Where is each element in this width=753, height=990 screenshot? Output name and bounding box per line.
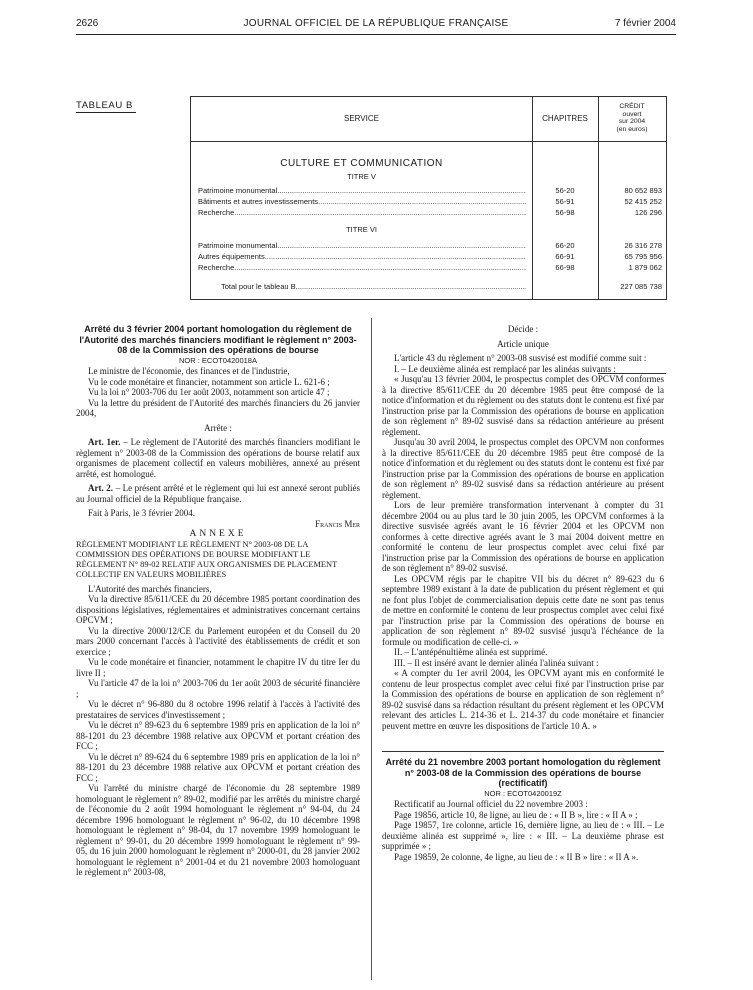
header-service: SERVICE xyxy=(344,114,379,123)
fait-a-paris: Fait à Paris, le 3 février 2004. xyxy=(88,508,195,518)
right-column xyxy=(382,324,664,862)
paragraph: L'article 43 du règlement n° 2003-08 susvisé est modifié comme suit : xyxy=(394,353,647,363)
paragraph: Page 19856, article 10, 8e ligne, au lieu de : « II B », lire : « II A » ; xyxy=(394,809,638,820)
paragraph: Vu la directive 2000/12/CE du Parlement européen et du Conseil du 20 mars 2000 concernant l'accès à l'activité des établissements de crédit et son exercice ; xyxy=(76,625,360,657)
section-title: CULTURE ET COMMUNICATION xyxy=(280,158,443,169)
paragraph: Vu le code monétaire et financier, notamment le chapitre IV du titre Ier du livre II ; xyxy=(76,657,360,678)
paragraph: Les OPCVM régis par le chapitre VII bis du décret n° 89-623 du 6 septembre 1989 existant à la date de publication du présent règlement et qui ne font plus l'objet de commercialisation depuis cette date ne sont pas tenus de mettre en conformité le contenu de leur prospectus complet avec celui fixé par l'instruction prise par la Commission des opérations de bourse en application de son règlement n° 89-02 susvisé jusqu'à l'échéance de la formule ou modification de celle-ci. » xyxy=(382,573,664,647)
table-row: Recherche ..... 56-98 126 296 xyxy=(191,208,666,219)
paragraph: II. – L'antépénultième alinéa est supprimé. xyxy=(394,647,548,657)
header-rule xyxy=(76,34,676,35)
paragraph: Vu le décret n° 89-624 du 6 septembre 1989 pris en application de la loi n° 88-1201 du 23 décembre 1988 relative aux OPCVM et portant création des FCC ; xyxy=(76,751,360,783)
paragraph: Vu la directive 85/611/CEE du 20 décembre 1985 portant coordination des dispositions législatives, réglementaires et administratives concernant certains OPCVM ; xyxy=(76,594,360,625)
titre-v: TITRE V xyxy=(347,172,376,181)
paragraph: Vu le décret n° 96-880 du 8 octobre 1996 relatif à l'accès à l'activité des prestataires de services d'investissement ; xyxy=(76,699,360,720)
paragraph: « A compter du 1er avril 2004, les OPCVM ayant mis en conformité le contenu de leur prospectus complet avec celui fixé par l'instruction prise par la Commission des opérations de bourse en application de son règlement n° 89-02 susvisé dans sa rédaction résultant du présent règlement et les OPCVM relevant des articles L. 214-36 et L. 214-37 du code monétaire et financier peuvent mettre en œuvre les dispositions de l'article 10 A. » xyxy=(382,668,664,731)
section-rule xyxy=(382,751,664,752)
article-unique: Article unique xyxy=(497,338,549,349)
regulation-title: RÈGLEMENT MODIFIANT LE RÈGLEMENT N° 2003-08 DE LA COMMISSION DES OPÉRATIONS DE BOURSE MODIFIANT LE RÈGLEMENT N° 89-02 RELATIF AUX ORGANISMES DE PLACEMENT COLLECTIF EN VALEURS MOBILIÈRES xyxy=(76,539,338,579)
page-number: 2626 xyxy=(76,18,99,29)
paragraph: Lors de leur première transformation intervenant à compter du 31 décembre 2004 ou au plus tard le 30 juin 2005, les OPCVM conformes à la directive susvisée agréés avant le 16 février 2004 et les OPCVM non conformes à cette directive agréés avant le 3 mai 2004 doivent mettre en conformité le contenu de leur prospectus complet avec celui fixé par l'instruction prise par la Commission des opérations de bourse en application de son règlement n° 89-02 susvisé. xyxy=(382,500,664,573)
page-header xyxy=(76,18,676,32)
annexe-heading: ANNEXE xyxy=(189,529,247,539)
paragraph: Page 19857, 1re colonne, article 16, dernière ligne, au lieu de : « III. – Le deuxième alinéa est supprimé », lire : « III. – La deuxième phrase est supprimée » ; xyxy=(382,820,664,851)
issue-date: 7 février 2004 xyxy=(614,18,676,29)
paragraph: Vu la loi n° 2003-706 du 1er août 2003, notamment son article 47 ; xyxy=(88,387,330,397)
paragraph: Vu l'article 47 de la loi n° 2003-706 du 1er août 2003 de sécurité financière ; xyxy=(76,678,360,699)
article-1: Art. 1er. – Le règlement de l'Autorité des marchés financiers modifiant le règlement n° 2003-08 de la Commission des opérations de bourse relatif aux organismes de placement collectif en valeurs mobilières, annexé au présent arrêté, est homologué. xyxy=(76,437,361,479)
nor-reference: NOR : ECOT0420018A xyxy=(179,355,257,365)
header-chapitres: CHAPITRES xyxy=(542,114,588,123)
paragraph: Vu l'arrêté du ministre chargé de l'économie du 28 septembre 1989 homologuant le règlement n° 89-02, modifié par les arrêtés du ministre chargé de l'économie du 2 août 1994 homologuant le règlement n° 94-04, du 24 décembre 1996 homologuant le règlement n° 96-02, du 10 décembre 1998 homologuant le règlement n° 98-04, du 17 novembre 1999 homologuant le règlement n° 99-01, du 20 décembre 1999 homologuant le règlement n° 99-05, du 16 juin 2000 homologuant le règlement n° 2000-01, du 28 janvier 2002 homologuant le règlement n° 2001-04 et du 21 novembre 2003 homologuant le règlement n° 2003-08, xyxy=(76,783,360,877)
column-separator xyxy=(371,318,372,980)
paragraph: Vu le décret n° 89-623 du 6 septembre 1989 pris en application de la loi n° 88-1201 du 23 décembre 1988 relative aux OPCVM et portant création des FCC ; xyxy=(76,720,360,751)
article-2: Art. 2. – Le présent arrêté et le règlement qui lui est annexé seront publiés au Journal officiel de la République française. xyxy=(76,483,360,504)
decree-title: Arrêté du 3 février 2004 portant homologation du règlement de l'Autorité des marchés financiers modifiant le règlement n° 2003-08 de la Commission des opérations de bourse xyxy=(79,324,357,355)
total-row: Total pour le tableau B ..... 227 085 738 xyxy=(191,282,666,293)
left-column xyxy=(76,324,360,878)
paragraph: Jusqu'au 30 avril 2004, le prospectus complet des OPCVM non conformes à la directive 85/611/CEE du 20 décembre 1985 peut être composé de la notice d'information et du règlement ou des statuts dont le contenu est fixé par l'instruction prise par la Commission des opérations de bourse en application de son règlement n° 89-02 susvisé dans sa rédaction antérieure au présent règlement. xyxy=(382,437,664,500)
table-row: Patrimoine monumental ..... 66-20 26 316 278 xyxy=(191,241,666,252)
titre-vi: TITRE VI xyxy=(346,225,377,234)
table-row: Autres équipements ..... 66-91 65 795 956 xyxy=(191,252,666,263)
nor-reference-2: NOR : ECOT0420019Z xyxy=(484,788,562,798)
paragraph: Vu le code monétaire et financier, notamment son article L. 621-6 ; xyxy=(88,376,330,387)
decide-label: Décide : xyxy=(507,324,539,334)
paragraph: I. – Le deuxième alinéa est remplacé par les alinéas suivants : xyxy=(394,363,616,374)
table-header-rule xyxy=(191,141,666,142)
table-label: TABLEAU B xyxy=(76,100,136,113)
paragraph: Page 19859, 2e colonne, 4e ligne, au lieu de : « II B » lire : « II A ». xyxy=(394,851,639,862)
header-credit: CRÉDIT ouvert sur 2004 (en euros) xyxy=(616,103,648,133)
paragraph: Le ministre de l'économie, des finances et de l'industrie, xyxy=(88,366,290,376)
arrete-label: Arrête : xyxy=(204,422,232,433)
paragraph: L'Autorité des marchés financiers, xyxy=(88,583,212,594)
paragraph: Vu la lettre du président de l'Autorité des marchés financiers du 26 janvier 2004, xyxy=(76,397,360,418)
journal-title: JOURNAL OFFICIEL DE LA RÉPUBLIQUE FRANÇAISE xyxy=(243,18,509,29)
paragraph: Rectificatif au Journal officiel du 22 novembre 2003 : xyxy=(394,799,588,809)
signature: Francis Mer xyxy=(315,518,360,529)
decree-title-2: Arrêté du 21 novembre 2003 portant homologation du règlement n° 2003-08 de la Commission des opérations de bourse (rectificatif) xyxy=(385,757,661,788)
paragraph: « Jusqu'au 13 février 2004, le prospectus complet des OPCVM conformes à la directive 85/611/CEE du 20 décembre 1985 peut être composé de la notice d'information et du règlement ou des statuts dont le contenu est fixé par l'instruction prise par la Commission des opérations de bourse en application de son règlement n° 89-02 susvisé dans sa rédaction antérieure au présent règlement. xyxy=(382,374,664,437)
table-row: Patrimoine monumental ..... 56-20 80 652 893 xyxy=(191,186,666,197)
paragraph: III. – Il est inséré avant le dernier alinéa l'alinéa suivant : xyxy=(394,657,599,668)
table-row: Bâtiments et autres investissements ..... 56-91 52 415 252 xyxy=(191,197,666,208)
table-row: Recherche ..... 66-98 1 879 062 xyxy=(191,263,666,274)
credit-table xyxy=(190,96,667,300)
